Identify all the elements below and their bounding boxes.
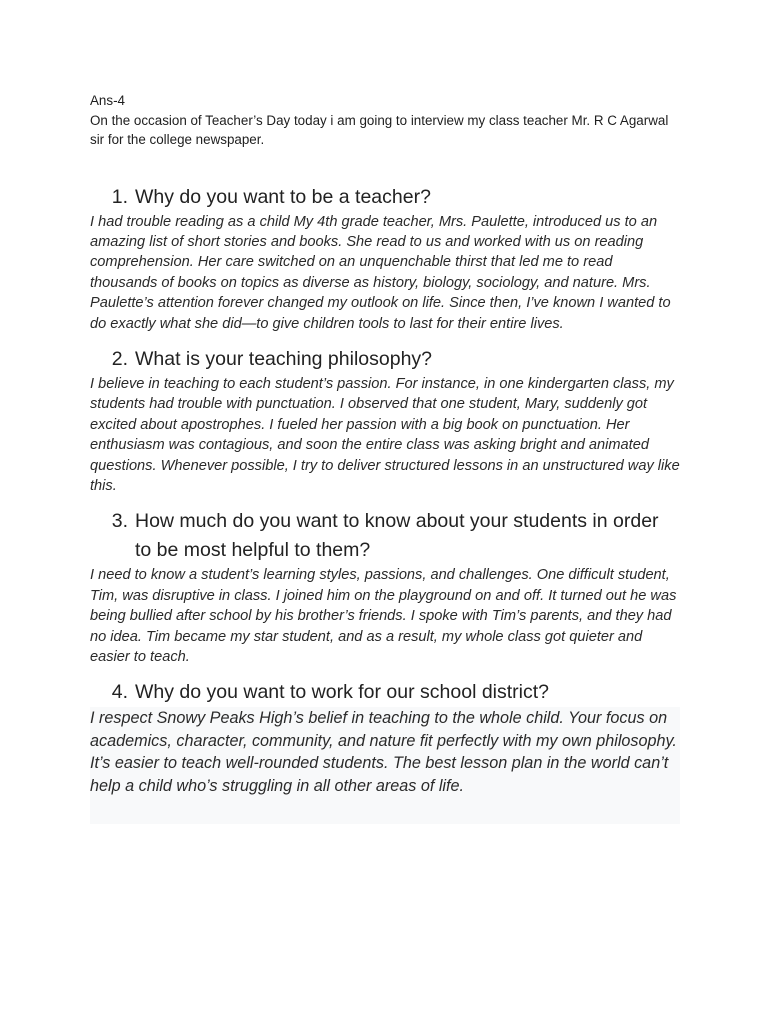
question-heading [90,507,680,565]
intro-paragraph: On the occasion of Teacher’s Day today i am going to interview my class teacher Mr. R C Agarwal sir for the college newspaper. [90,112,669,147]
answer-label: Ans-4 [90,93,125,108]
document-page [90,91,680,824]
question-block [90,678,680,824]
question-number: 4. [111,681,128,704]
question-number: 1. [111,185,128,208]
question-text: Why do you want to be a teacher? [135,185,431,208]
answer-paragraph-highlighted: I respect Snowy Peaks High’s belief in teaching to the whole child. Your focus on academics, character, community, and nature fit perfectly with my own philosophy. It’s easier to teach well-rounded students. The best lesson plan in the world can’t help a child who’s struggling in all other areas of life. [90,707,680,824]
question-block [90,507,680,667]
intro-block [90,91,680,150]
question-block [90,183,680,334]
question-number: 2. [111,347,128,370]
question-block [90,345,680,496]
answer-paragraph: I need to know a student’s learning styles, passions, and challenges. One difficult student, Tim, was disruptive in class. I joined him on the playground on and off. It turned out he was being bullied after school by his brother’s friends. I spoke with Tim’s parents, and they had no idea. Tim became my star student, and as a result, my whole class got quieter and easier to teach. [90,567,677,665]
question-text: How much do you want to know about your students in order to be most helpful to them? [135,510,659,562]
question-heading [90,345,680,374]
question-heading [90,183,680,212]
question-text: Why do you want to work for our school district? [135,681,550,704]
question-heading [90,678,680,707]
question-text: What is your teaching philosophy? [135,347,433,370]
question-number: 3. [111,510,128,533]
answer-paragraph: I believe in teaching to each student’s passion. For instance, in one kindergarten class, my students had trouble with punctuation. I observed that one student, Mary, suddenly got excited about apostrophes. I fueled her passion with a big book on punctuation. Her enthusiasm was contagious, and soon the entire class was asking bright and animated questions. Whenever possible, I try to deliver structured lessons in an unstructured way like this. [90,375,680,494]
answer-paragraph: I had trouble reading as a child My 4th grade teacher, Mrs. Paulette, introduced us to an amazing list of short stories and books. She read to us and worked with us on reading comprehension. Her care switched on an unquenchable thirst that led me to read thousands of books on topics as diverse as history, biology, sociology, and nature. Mrs. Paulette’s attention forever changed my outlook on life. Since then, I’ve known I wanted to do exactly what she did—to give children tools to last for their entire lives. [90,213,671,332]
